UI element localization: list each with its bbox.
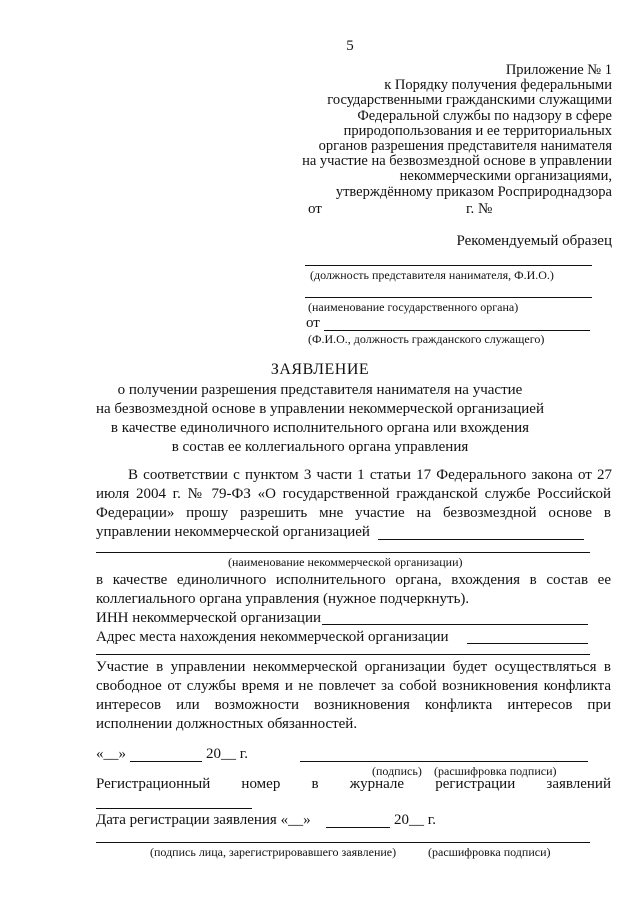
document-title: ЗАЯВЛЕНИЕ bbox=[270, 361, 370, 378]
order-from-label: от bbox=[308, 201, 322, 217]
inn-label: ИНН некоммерческой организации bbox=[96, 610, 322, 626]
paragraph-2-line: коллегиального органа управления (нужное подчеркнуть). bbox=[96, 591, 470, 607]
paragraph-2-line: в качестве единоличного исполнительного органа, вхождения в состав ее bbox=[96, 572, 611, 588]
registration-date-year: 20__ г. bbox=[394, 812, 436, 828]
paragraph-1-line: июля 2004 г. № 79-ФЗ «О государственной гражданской службе Российской bbox=[96, 486, 611, 502]
page-number: 5 bbox=[346, 38, 354, 54]
org-name-field-line[interactable] bbox=[378, 539, 584, 540]
appendix-line: органов разрешения представителя нанимателя bbox=[318, 138, 612, 155]
paragraph-3-line: Участие в управлении некоммерческой организации будет осуществляться в bbox=[96, 659, 611, 675]
paragraph-3-line: свободное от службы время и не повлечет за собой возникновения конфликта bbox=[96, 678, 611, 694]
employer-caption: (должность представителя нанимателя, Ф.И.О.) bbox=[310, 268, 554, 282]
appendix-block bbox=[252, 63, 612, 200]
inn-field-line[interactable] bbox=[322, 624, 588, 625]
appendix-line: государственными гражданскими служащими bbox=[327, 92, 612, 109]
subtitle-line: в состав ее коллегиального органа управления bbox=[171, 439, 469, 455]
address-field-line-2[interactable] bbox=[96, 654, 590, 655]
registration-date-month-line[interactable] bbox=[326, 827, 390, 828]
paragraph-3-line: исполнении должностных обязанностей. bbox=[96, 716, 358, 732]
registrar-decode-caption: (расшифровка подписи) bbox=[428, 845, 551, 859]
order-number-label: г. № bbox=[466, 201, 493, 217]
appendix-line: некоммерческими организациями, bbox=[399, 168, 612, 185]
agency-caption: (наименование государственного органа) bbox=[308, 300, 519, 314]
address-label: Адрес места нахождения некоммерческой организации bbox=[96, 629, 449, 645]
signature-decode-caption: (расшифровка подписи) bbox=[434, 764, 557, 778]
signature-date-month-line[interactable] bbox=[130, 761, 202, 762]
registrar-caption: (подпись лица, зарегистрировавшего заявление) bbox=[150, 845, 397, 859]
appendix-line: на участие на безвозмездной основе в управлении bbox=[302, 153, 612, 170]
signature-field-line[interactable] bbox=[300, 761, 588, 762]
registration-number-field-line[interactable] bbox=[96, 808, 252, 809]
recommended-sample-label: Рекомендуемый образец bbox=[456, 233, 612, 249]
subtitle-line: на безвозмездной основе в управлении некоммерческой организацией bbox=[95, 401, 544, 417]
appendix-line: Приложение № 1 bbox=[505, 62, 612, 78]
appendix-line: природопользования и ее территориальных bbox=[343, 122, 612, 139]
signature-date-year: 20__ г. bbox=[206, 746, 248, 762]
employee-caption: (Ф.И.О., должность гражданского служащего) bbox=[308, 332, 545, 346]
signature-date-day: «__» bbox=[96, 746, 126, 762]
signature-caption: (подпись) bbox=[372, 764, 422, 778]
appendix-line: к Порядку получения федеральными bbox=[384, 77, 612, 94]
employer-field-line[interactable] bbox=[305, 265, 592, 266]
paragraph-1-line: Федерации» прошу разрешить мне участие на безвозмездной основе в bbox=[96, 505, 611, 521]
document-subtitle bbox=[80, 381, 560, 457]
registration-number-label: Регистрационный номер в журнале регистрации заявлений bbox=[96, 776, 611, 792]
subtitle-line: в качестве единоличного исполнительного органа или вхождения bbox=[110, 420, 530, 436]
employee-from-label: от bbox=[306, 315, 320, 331]
registrar-signature-line[interactable] bbox=[96, 842, 590, 843]
appendix-line: утверждённому приказом Росприроднадзора bbox=[335, 183, 612, 200]
paragraph-1-line: В соответствии с пунктом 3 части 1 статьи 17 Федерального закона от 27 bbox=[128, 467, 612, 483]
subtitle-line: о получении разрешения представителя нанимателя на участие bbox=[117, 382, 523, 398]
registration-date-label: Дата регистрации заявления «__» bbox=[96, 812, 311, 828]
appendix-line: Федеральной службы по надзору в сфере bbox=[357, 107, 612, 124]
org-name-caption: (наименование некоммерческой организации) bbox=[228, 555, 463, 569]
employee-field-line[interactable] bbox=[324, 330, 590, 331]
address-field-line[interactable] bbox=[467, 643, 588, 644]
paragraph-1-line: управлении некоммерческой организацией bbox=[96, 524, 370, 540]
paragraph-3-line: интересов или возможности возникновения конфликта интересов при bbox=[96, 697, 611, 713]
org-name-field-line-2[interactable] bbox=[96, 552, 590, 553]
agency-field-line[interactable] bbox=[305, 297, 592, 298]
